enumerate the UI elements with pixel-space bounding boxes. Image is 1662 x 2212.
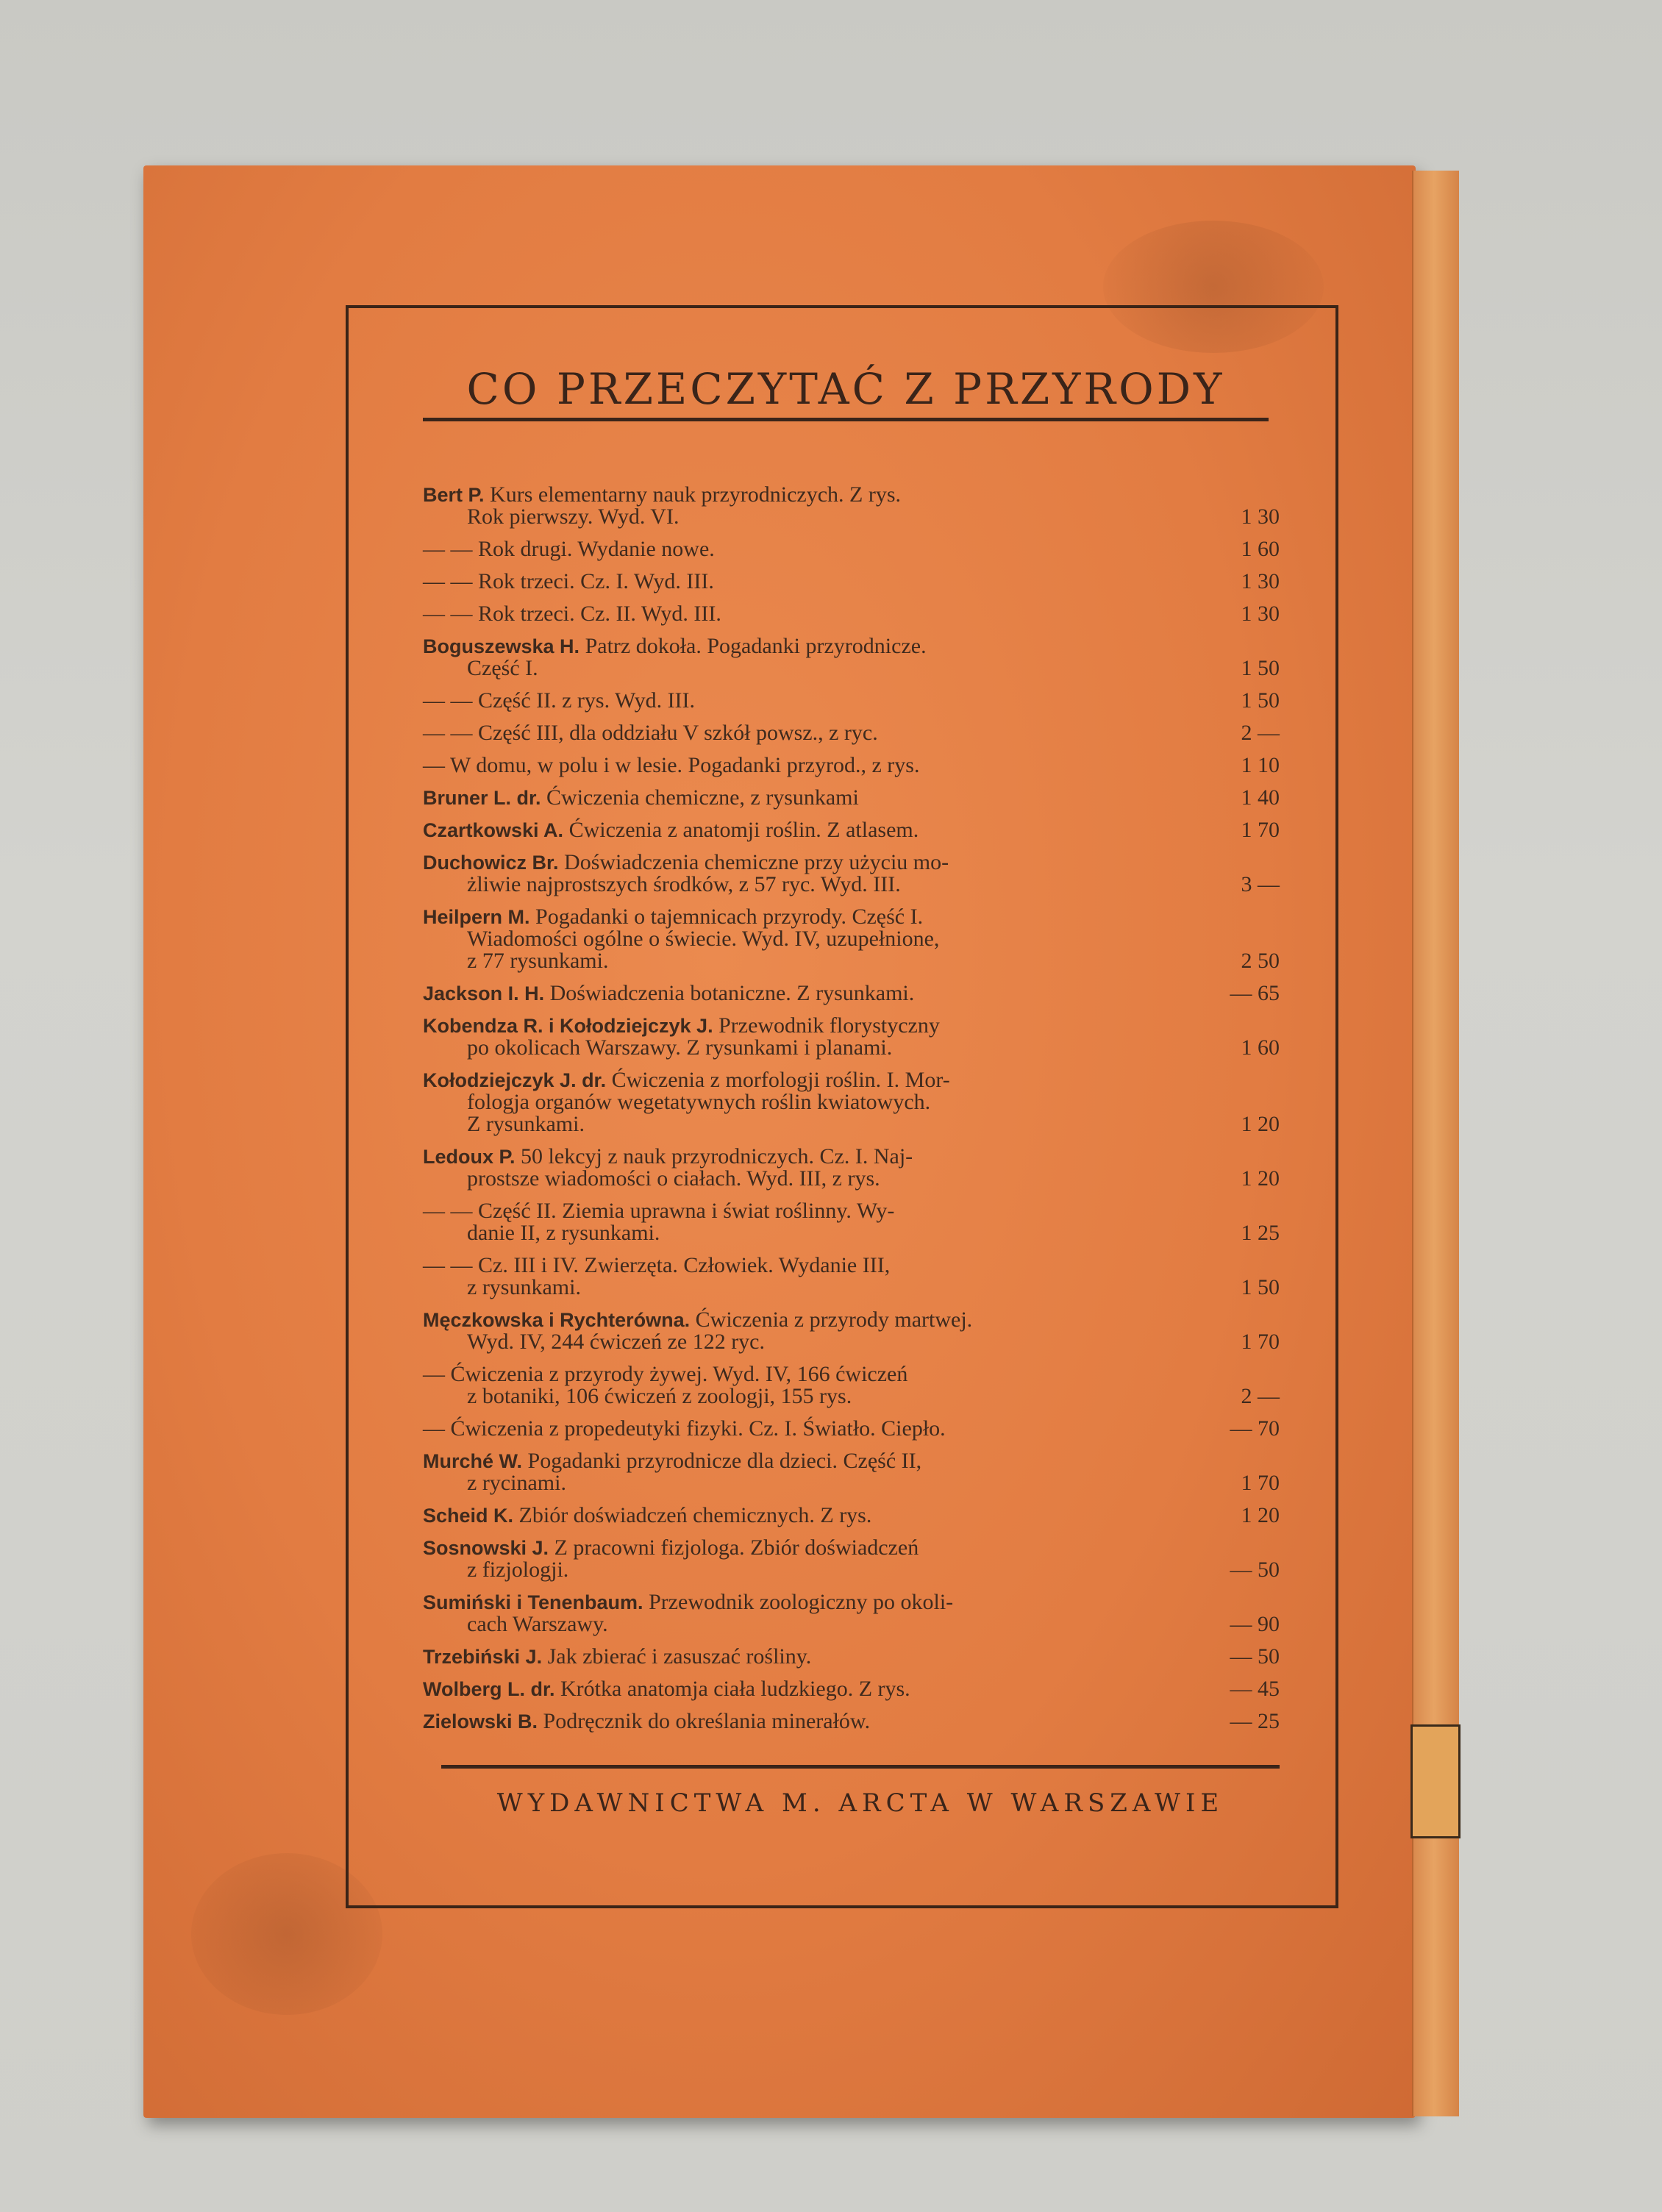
title-rule xyxy=(423,418,1269,421)
list-item xyxy=(423,1450,1280,1494)
entry-line xyxy=(423,1646,1280,1668)
entry-text: Krótka anatomja ciała ludzkiego. Z rys. xyxy=(554,1677,910,1701)
entry-line xyxy=(423,506,1280,528)
entry-text: Patrz dokoła. Pogadanki przyrodnicze. xyxy=(579,634,927,658)
entry-line xyxy=(423,1113,1280,1135)
entry-text: Część I. xyxy=(467,656,538,680)
entry-author: Bruner L. dr. xyxy=(423,787,541,809)
entry-text: Pogadanki o tajemnicach przyrody. Część I. xyxy=(529,905,924,929)
entry-line xyxy=(423,1710,1280,1733)
entry-line xyxy=(423,1015,1280,1037)
list-item xyxy=(423,722,1280,744)
entry-line xyxy=(423,1418,1280,1440)
entry-text: Z pracowni fizjologa. Zbiór doświadczeń xyxy=(549,1535,919,1560)
list-item xyxy=(423,1015,1280,1059)
entry-price: — 25 xyxy=(1230,1709,1280,1733)
entry-line xyxy=(423,906,1280,928)
entry-price: — 65 xyxy=(1230,981,1280,1005)
entry-price: 1 50 xyxy=(1241,688,1280,713)
entry-price: 1 10 xyxy=(1241,753,1280,777)
entry-price: — 70 xyxy=(1230,1416,1280,1441)
entry-price: — 90 xyxy=(1230,1612,1280,1636)
entry-text: — — Część II. z rys. Wyd. III. xyxy=(423,688,696,713)
entry-line xyxy=(423,1091,1280,1113)
entry-line xyxy=(423,1146,1280,1168)
entry-price: — 50 xyxy=(1230,1644,1280,1669)
entry-author: Ledoux P. xyxy=(423,1146,516,1168)
entry-text: cach Warszawy. xyxy=(467,1612,608,1636)
entry-text: — — Rok trzeci. Cz. II. Wyd. III. xyxy=(423,602,721,626)
entry-price: 1 20 xyxy=(1241,1112,1280,1136)
entry-line xyxy=(423,1505,1280,1527)
entry-price: 1 60 xyxy=(1241,537,1280,561)
list-item xyxy=(423,787,1280,809)
entry-author: Sumiński i Tenenbaum. xyxy=(423,1591,643,1613)
entry-line xyxy=(423,1559,1280,1581)
entry-price: 1 25 xyxy=(1241,1221,1280,1245)
entry-text: żliwie najprostszych środków, z 57 ryc. Wyd. III. xyxy=(467,872,901,896)
entry-text: Rok pierwszy. Wyd. VI. xyxy=(467,504,680,529)
list-item xyxy=(423,1146,1280,1190)
entry-line xyxy=(423,852,1280,874)
entry-text: z 77 rysunkami. xyxy=(467,949,609,973)
entry-line xyxy=(423,657,1280,679)
entry-price: 1 20 xyxy=(1241,1166,1280,1191)
entry-price: 1 30 xyxy=(1241,504,1280,529)
entry-text: — — Rok trzeci. Cz. I. Wyd. III. xyxy=(423,569,714,593)
entry-author: Męczkowska i Rychterówna. xyxy=(423,1309,691,1331)
entry-text: — W domu, w polu i w lesie. Pogadanki przyrod., z rys. xyxy=(423,753,920,777)
entry-line xyxy=(423,571,1280,593)
entry-text: — Ćwiczenia z propedeutyki fizyki. Cz. I. Światło. Ciepło. xyxy=(423,1416,946,1441)
entry-author: Kołodziejczyk J. dr. xyxy=(423,1069,607,1091)
entry-price: — 50 xyxy=(1230,1558,1280,1582)
entry-author: Wolberg L. dr. xyxy=(423,1678,555,1700)
entry-text: Doświadczenia chemiczne przy użyciu mo- xyxy=(558,850,949,874)
entry-line xyxy=(423,1168,1280,1190)
entry-author: Scheid K. xyxy=(423,1505,514,1527)
entry-line xyxy=(423,1255,1280,1277)
entry-line xyxy=(423,635,1280,657)
entry-text: danie II, z rysunkami. xyxy=(467,1221,660,1245)
entry-author: Bert P. xyxy=(423,484,485,506)
entry-author: Boguszewska H. xyxy=(423,635,580,657)
entry-text: — — Część II. Ziemia uprawna i świat roślinny. Wy- xyxy=(423,1199,895,1223)
entry-line xyxy=(423,1537,1280,1559)
entry-line xyxy=(423,484,1280,506)
entry-price: 1 20 xyxy=(1241,1503,1280,1527)
list-item xyxy=(423,1678,1280,1700)
entry-author: Trzebiński J. xyxy=(423,1646,543,1668)
entry-line xyxy=(423,722,1280,744)
entry-text: — Ćwiczenia z przyrody żywej. Wyd. IV, 166 ćwiczeń xyxy=(423,1362,908,1386)
list-item xyxy=(423,1255,1280,1299)
entry-line xyxy=(423,690,1280,712)
entry-line xyxy=(423,874,1280,896)
entry-price: — 45 xyxy=(1230,1677,1280,1701)
entry-line xyxy=(423,950,1280,972)
entry-text: Przewodnik zoologiczny po okoli- xyxy=(643,1590,954,1614)
list-item xyxy=(423,1309,1280,1353)
entry-line xyxy=(423,1472,1280,1494)
entry-author: Murché W. xyxy=(423,1450,523,1472)
entry-line xyxy=(423,787,1280,809)
list-item xyxy=(423,1418,1280,1440)
entry-line xyxy=(423,1331,1280,1353)
list-item xyxy=(423,754,1280,777)
entry-text: Wiadomości ogólne o świecie. Wyd. IV, uzupełnione, xyxy=(467,927,940,951)
list-item xyxy=(423,1363,1280,1408)
entry-text: Ćwiczenia z przyrody martwej. xyxy=(690,1307,973,1332)
entry-line xyxy=(423,1069,1280,1091)
book-list xyxy=(423,484,1280,1743)
entry-line xyxy=(423,603,1280,625)
list-item xyxy=(423,484,1280,528)
list-item xyxy=(423,571,1280,593)
entry-text: Z rysunkami. xyxy=(467,1112,585,1136)
list-item xyxy=(423,906,1280,972)
entry-line xyxy=(423,538,1280,560)
publisher-line: WYDAWNICTWA M. ARCTA W WARSZAWIE xyxy=(496,1788,1224,1818)
entry-line xyxy=(423,1277,1280,1299)
entry-text: z fizjologji. xyxy=(467,1558,569,1582)
entry-price: 1 70 xyxy=(1241,818,1280,842)
entry-text: Podręcznik do określania minerałów. xyxy=(538,1709,871,1733)
entry-text: z rycinami. xyxy=(467,1471,566,1495)
list-item xyxy=(423,603,1280,625)
list-item xyxy=(423,1537,1280,1581)
entry-price: 1 70 xyxy=(1241,1471,1280,1495)
entry-author: Jackson I. H. xyxy=(423,982,545,1005)
entry-text: 50 lekcyj z nauk przyrodniczych. Cz. I. Naj- xyxy=(515,1144,913,1169)
entry-text: Wyd. IV, 244 ćwiczeń ze 122 ryc. xyxy=(467,1330,765,1354)
entry-line xyxy=(423,928,1280,950)
list-item xyxy=(423,1505,1280,1527)
entry-line xyxy=(423,1678,1280,1700)
entry-text: prostsze wiadomości o ciałach. Wyd. III, z rys. xyxy=(467,1166,880,1191)
spine-label xyxy=(1410,1724,1461,1838)
entry-price: 2 — xyxy=(1241,1384,1280,1408)
footer-rule xyxy=(441,1765,1280,1769)
entry-author: Zielowski B. xyxy=(423,1710,538,1733)
entry-text: Ćwiczenia z morfologji roślin. I. Mor- xyxy=(606,1068,950,1092)
list-item xyxy=(423,1591,1280,1635)
entry-line xyxy=(423,1613,1280,1635)
entry-text: — — Część III, dla oddziału V szkół powsz., z ryc. xyxy=(423,721,878,745)
entry-text: Ćwiczenia z anatomji roślin. Z atlasem. xyxy=(563,818,919,842)
entry-line xyxy=(423,1037,1280,1059)
entry-text: z botaniki, 106 ćwiczeń z zoologji, 155 rys. xyxy=(467,1384,852,1408)
list-item xyxy=(423,1646,1280,1668)
entry-line xyxy=(423,754,1280,777)
entry-line xyxy=(423,1200,1280,1222)
entry-price: 2 50 xyxy=(1241,949,1280,973)
entry-price: 1 50 xyxy=(1241,656,1280,680)
entry-price: 1 40 xyxy=(1241,785,1280,810)
entry-price: 1 30 xyxy=(1241,602,1280,626)
entry-line xyxy=(423,1591,1280,1613)
list-item xyxy=(423,690,1280,712)
list-item xyxy=(423,982,1280,1005)
list-item xyxy=(423,635,1280,679)
entry-text: Kurs elementarny nauk przyrodniczych. Z rys. xyxy=(484,482,902,507)
entry-line xyxy=(423,1222,1280,1244)
entry-line xyxy=(423,1309,1280,1331)
entry-text: po okolicach Warszawy. Z rysunkami i planami. xyxy=(467,1035,893,1060)
entry-text: Jak zbierać i zasuszać rośliny. xyxy=(542,1644,812,1669)
entry-price: 1 70 xyxy=(1241,1330,1280,1354)
entry-text: z rysunkami. xyxy=(467,1275,581,1299)
list-item xyxy=(423,1710,1280,1733)
list-item xyxy=(423,819,1280,841)
entry-line xyxy=(423,819,1280,841)
list-item xyxy=(423,1200,1280,1244)
entry-price: 1 30 xyxy=(1241,569,1280,593)
entry-line xyxy=(423,1363,1280,1385)
entry-price: 2 — xyxy=(1241,721,1280,745)
entry-author: Sosnowski J. xyxy=(423,1537,549,1559)
entry-text: — — Rok drugi. Wydanie nowe. xyxy=(423,537,715,561)
list-item xyxy=(423,1069,1280,1135)
entry-line xyxy=(423,1385,1280,1408)
entry-author: Czartkowski A. xyxy=(423,819,564,841)
entry-text: Przewodnik florystyczny xyxy=(713,1013,940,1038)
entry-text: — — Cz. III i IV. Zwierzęta. Człowiek. Wydanie III, xyxy=(423,1253,891,1277)
entry-price: 1 60 xyxy=(1241,1035,1280,1060)
entry-text: Zbiór doświadczeń chemicznych. Z rys. xyxy=(513,1503,872,1527)
entry-price: 3 — xyxy=(1241,872,1280,896)
list-item xyxy=(423,852,1280,896)
entry-price: 1 50 xyxy=(1241,1275,1280,1299)
entry-text: fologja organów wegetatywnych roślin kwiatowych. xyxy=(467,1090,931,1114)
entry-author: Heilpern M. xyxy=(423,906,530,928)
entry-text: Doświadczenia botaniczne. Z rysunkami. xyxy=(544,981,915,1005)
entry-author: Kobendza R. i Kołodziejczyk J. xyxy=(423,1015,713,1037)
entry-line xyxy=(423,1450,1280,1472)
list-item xyxy=(423,538,1280,560)
entry-text: Pogadanki przyrodnicze dla dzieci. Część II, xyxy=(522,1449,922,1473)
page-title: CO PRZECZYTAĆ Z PRZYRODY xyxy=(466,364,1225,414)
entry-text: Ćwiczenia chemiczne, z rysunkami xyxy=(541,785,859,810)
entry-line xyxy=(423,982,1280,1005)
entry-author: Duchowicz Br. xyxy=(423,852,559,874)
